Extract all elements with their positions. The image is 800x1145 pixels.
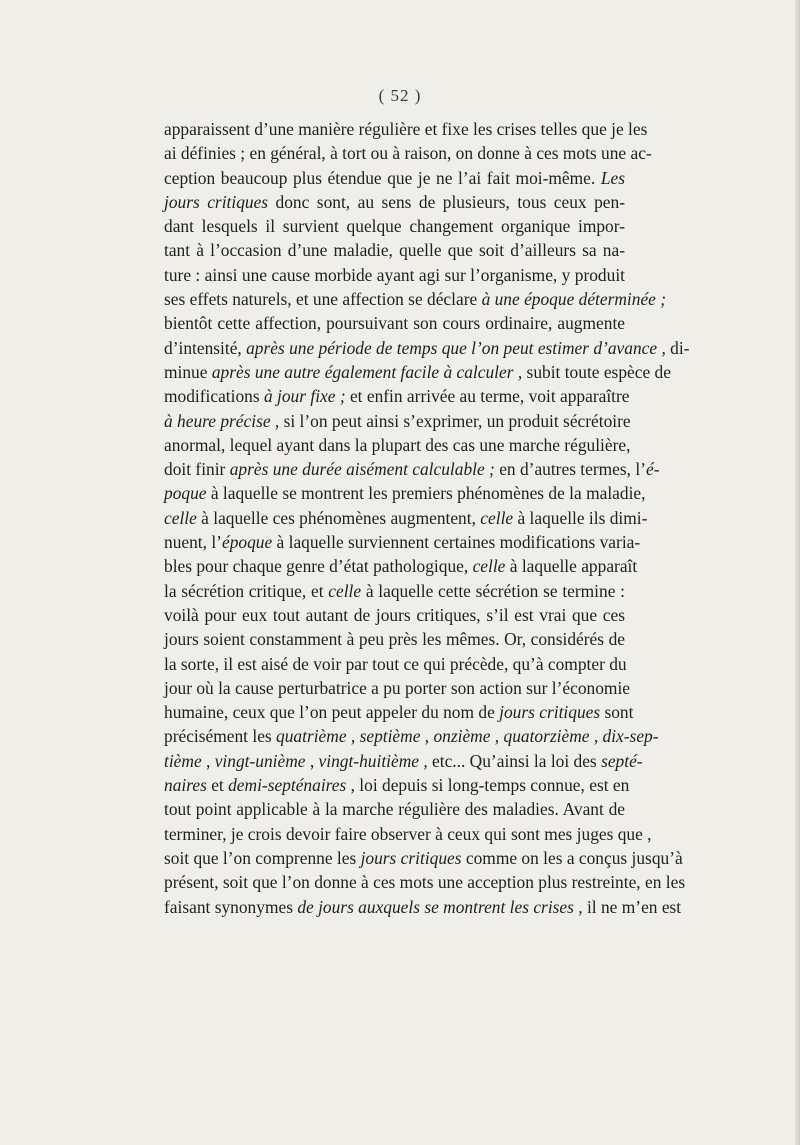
italic-text: après une période de temps que l’on peut estimer d’avance , [246,337,666,358]
italic-text: de jours auxquels se montrent les crises , [297,896,583,917]
italic-text: é- [645,459,660,480]
text-line [164,627,625,651]
text-run: la sorte, il est aisé de voir par tout ce qui précède, qu’à compter du [164,653,627,674]
text-run: en d’autres termes, l’ [494,459,646,480]
text-line [164,481,646,505]
text-run: sont [600,702,634,723]
text-line [164,870,686,894]
italic-text: jours critiques [499,702,601,723]
text-run: donc sont, au sens de plusieurs, tous ceux pen- [268,191,625,212]
text-run: voilà pour eux tout autant de jours critiques, s’il est vrai que ces [164,604,625,625]
text-line [164,433,631,457]
text-line [164,846,683,870]
text-run: à laquelle ils dimi- [513,507,648,528]
italic-text: celle [480,507,514,528]
text-run: subit toute espèce de [522,361,671,382]
text-line [164,822,652,846]
text-run: et [206,775,229,796]
italic-text: demi-septénaires [228,775,347,796]
italic-text: naires [164,775,207,796]
text-run: tout point applicable à la marche régulière des maladies. Avant de [164,799,625,820]
page-number: ( 52 ) [378,86,422,105]
text-run: anormal, lequel ayant dans la plupart des cas une marche régulière, [164,434,631,455]
text-line [164,360,671,384]
page-edge [795,0,800,1145]
text-line [164,117,648,141]
text-run: présent, soit que l’on donne à ces mots une acception plus restreinte, en les [164,872,686,893]
text-line [164,700,634,724]
body-text [164,117,690,919]
text-line [164,238,625,262]
text-run: tant à l’occasion d’une maladie, quelle que soit d’ailleurs sa na- [164,240,625,261]
italic-text: celle [164,507,197,528]
text-line [164,579,625,603]
italic-text: après une durée aisément calculable ; [229,459,495,480]
text-run: et enfin arrivée au terme, voit apparaître [345,386,630,407]
text-run: terminer, je crois devoir faire observer à ceux qui sont mes juges que , [164,823,652,844]
italic-text: poque [164,483,207,504]
text-run: à laquelle apparaît [505,556,638,577]
text-run: à laquelle ces phénomènes augmentent, [196,507,481,528]
italic-text: celle [328,580,362,601]
italic-text: à une époque déterminée ; [481,289,667,310]
text-run: à laquelle surviennent certaines modifications varia- [272,532,641,553]
text-line [164,530,641,554]
text-line [164,190,625,214]
text-run: bientôt cette affection, poursuivant son cours ordinaire, augmente [164,313,625,334]
text-run: di- [665,337,690,358]
italic-text: après une autre également facile à calculer , [211,361,523,382]
text-line [164,263,625,287]
text-run: ai définies ; en général, à tort ou à raison, on donne à ces mots une ac- [164,143,652,164]
text-run: modifications [164,386,264,407]
text-run: à laquelle cette sécrétion se termine : [361,580,625,601]
italic-text: à heure précise , [164,410,280,431]
text-run: ses effets naturels, et une affection se déclare [164,289,482,310]
text-line [164,336,690,360]
italic-text: jours critiques [360,847,462,868]
text-run: , loi depuis si long-temps connue, est en [346,775,630,796]
text-run: dant lesquels il survient quelque changement organique impor- [164,216,625,237]
italic-text: Les [600,167,625,188]
text-run: apparaissent d’une manière régulière et fixe les crises telles que je les [164,119,648,139]
text-line [164,384,630,408]
text-run: soit que l’on comprenne les [164,847,361,868]
text-line [164,409,631,433]
text-line [164,676,630,700]
text-run: jour où la cause perturbatrice a pu porter son action sur l’économie [164,677,630,698]
text-line [164,287,667,311]
text-run: comme on les a conçus jusqu’à [461,847,683,868]
text-run: faisant synonymes [164,896,298,917]
text-run: à laquelle se montrent les premiers phénomènes de la maladie, [206,483,646,504]
italic-text: septé- [601,750,643,771]
italic-text: tième , vingt-unième , vingt-huitième , [164,750,428,771]
text-run: ception beaucoup plus étendue que je ne l’ai fait moi-même. [164,167,601,188]
text-line [164,895,682,919]
text-line [164,749,643,773]
text-run: doit finir [164,459,230,480]
text-run: jours soient constamment à peu près les mêmes. Or, considérés de [164,629,625,650]
italic-text: époque [221,532,273,553]
text-run: précisément les [164,726,277,747]
text-run: d’intensité, [164,337,247,358]
text-run: bles pour chaque genre d’état pathologique, [164,556,473,577]
text-line [164,603,625,627]
text-line [164,773,630,797]
text-line [164,457,660,481]
text-run: minue [164,361,212,382]
italic-text: quatrième , septième , onzième , quatorzième , dix-sep- [276,726,659,747]
text-run: humaine, ceux que l’on peut appeler du nom de [164,702,500,723]
text-line [164,554,638,578]
text-run: nuent, l’ [164,532,222,553]
italic-text: à jour fixe ; [263,386,346,407]
text-line [164,166,625,190]
text-line [164,141,652,165]
text-run: la sécrétion critique, et [164,580,329,601]
text-run: etc... Qu’ainsi la loi des [427,750,602,771]
text-line [164,652,625,676]
italic-text: jours critiques [164,191,269,212]
text-line [164,311,625,335]
text-line [164,724,659,748]
text-run: il ne m’en est [582,896,682,917]
text-run: si l’on peut ainsi s’exprimer, un produit sécrétoire [279,410,631,431]
text-run: ture : ainsi une cause morbide ayant agi sur l’organisme, y produit [164,264,625,285]
text-line [164,797,625,821]
italic-text: celle [472,556,506,577]
text-line [164,214,625,238]
text-line [164,506,648,530]
